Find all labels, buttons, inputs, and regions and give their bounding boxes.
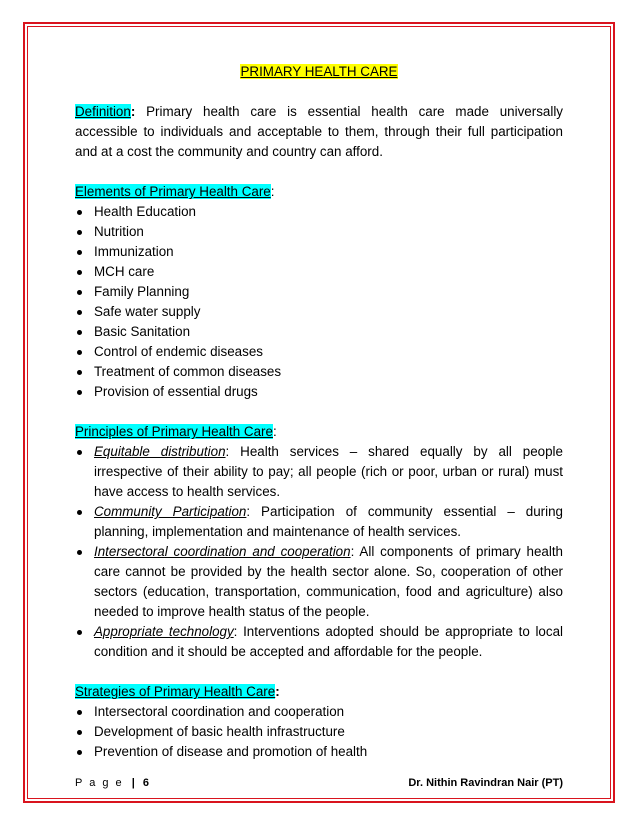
principle-item [75,542,563,622]
page-number-label [75,775,149,791]
principle-term: Community Participation [94,504,247,519]
principle-term: Equitable distribution [94,444,226,459]
principle-term: Appropriate technology [94,624,234,639]
strategies-list [75,702,563,762]
principles-heading-colon: : [272,424,277,439]
principles-heading-text: Principles of Primary Health Care [75,424,273,439]
list-item: Treatment of common diseases [75,362,563,382]
list-item: Development of basic health infrastructure [75,722,563,742]
principle-item [75,442,563,502]
page-separator: | [131,777,135,789]
footer-author: Dr. Nithin Ravindran Nair (PT) [408,777,563,789]
definition-paragraph [75,102,563,162]
definition-colon: : [130,104,136,119]
principle-item [75,502,563,542]
elements-heading [75,182,563,202]
strategies-heading-text: Strategies of Primary Health Care [75,684,276,699]
list-item: Prevention of disease and promotion of health [75,742,563,762]
principle-text: : Participation of community essential – during planning, implementation and maintenance of health services. [94,504,564,539]
strategies-heading-colon: : [275,684,280,699]
elements-heading-text: Elements of Primary Health Care [75,184,271,199]
definition-label: Definition [75,104,131,119]
page-number: 6 [142,777,149,789]
page-footer [75,775,563,791]
list-item: MCH care [75,262,563,282]
definition-text: Primary health care is essential health care made universally accessible to individuals and acceptable to them, through their full participation and at a cost the community and country can afford. [75,104,563,159]
page-title-text: PRIMARY HEALTH CARE [240,64,398,79]
elements-list [75,202,563,402]
list-item: Nutrition [75,222,563,242]
list-item: Family Planning [75,282,563,302]
principles-heading [75,422,563,442]
list-item: Immunization [75,242,563,262]
page-word: P a g e [75,777,124,789]
principles-list [75,442,563,662]
document-body [75,62,563,762]
list-item: Basic Sanitation [75,322,563,342]
principle-item [75,622,563,662]
list-item: Control of endemic diseases [75,342,563,362]
list-item: Safe water supply [75,302,563,322]
principle-text: : Interventions adopted should be appropriate to local condition and it should be accepted and affordable for the people. [94,624,563,659]
list-item: Health Education [75,202,563,222]
list-item: Intersectoral coordination and cooperation [75,702,563,722]
principle-text: : Health services – shared equally by all people irrespective of their ability to pay; all people (rich or poor, urban or rural) must have access to health services. [94,444,563,499]
principle-text: : All components of primary health care cannot be provided by the health sector alone. So, cooperation of other sectors (education, transportation, communication, food and agriculture) also needed to improve health status of the people. [94,544,563,619]
principle-term: Intersectoral coordination and cooperation [94,544,351,559]
elements-heading-colon: : [270,184,275,199]
list-item: Provision of essential drugs [75,382,563,402]
page-title [75,62,563,82]
strategies-heading [75,682,563,702]
